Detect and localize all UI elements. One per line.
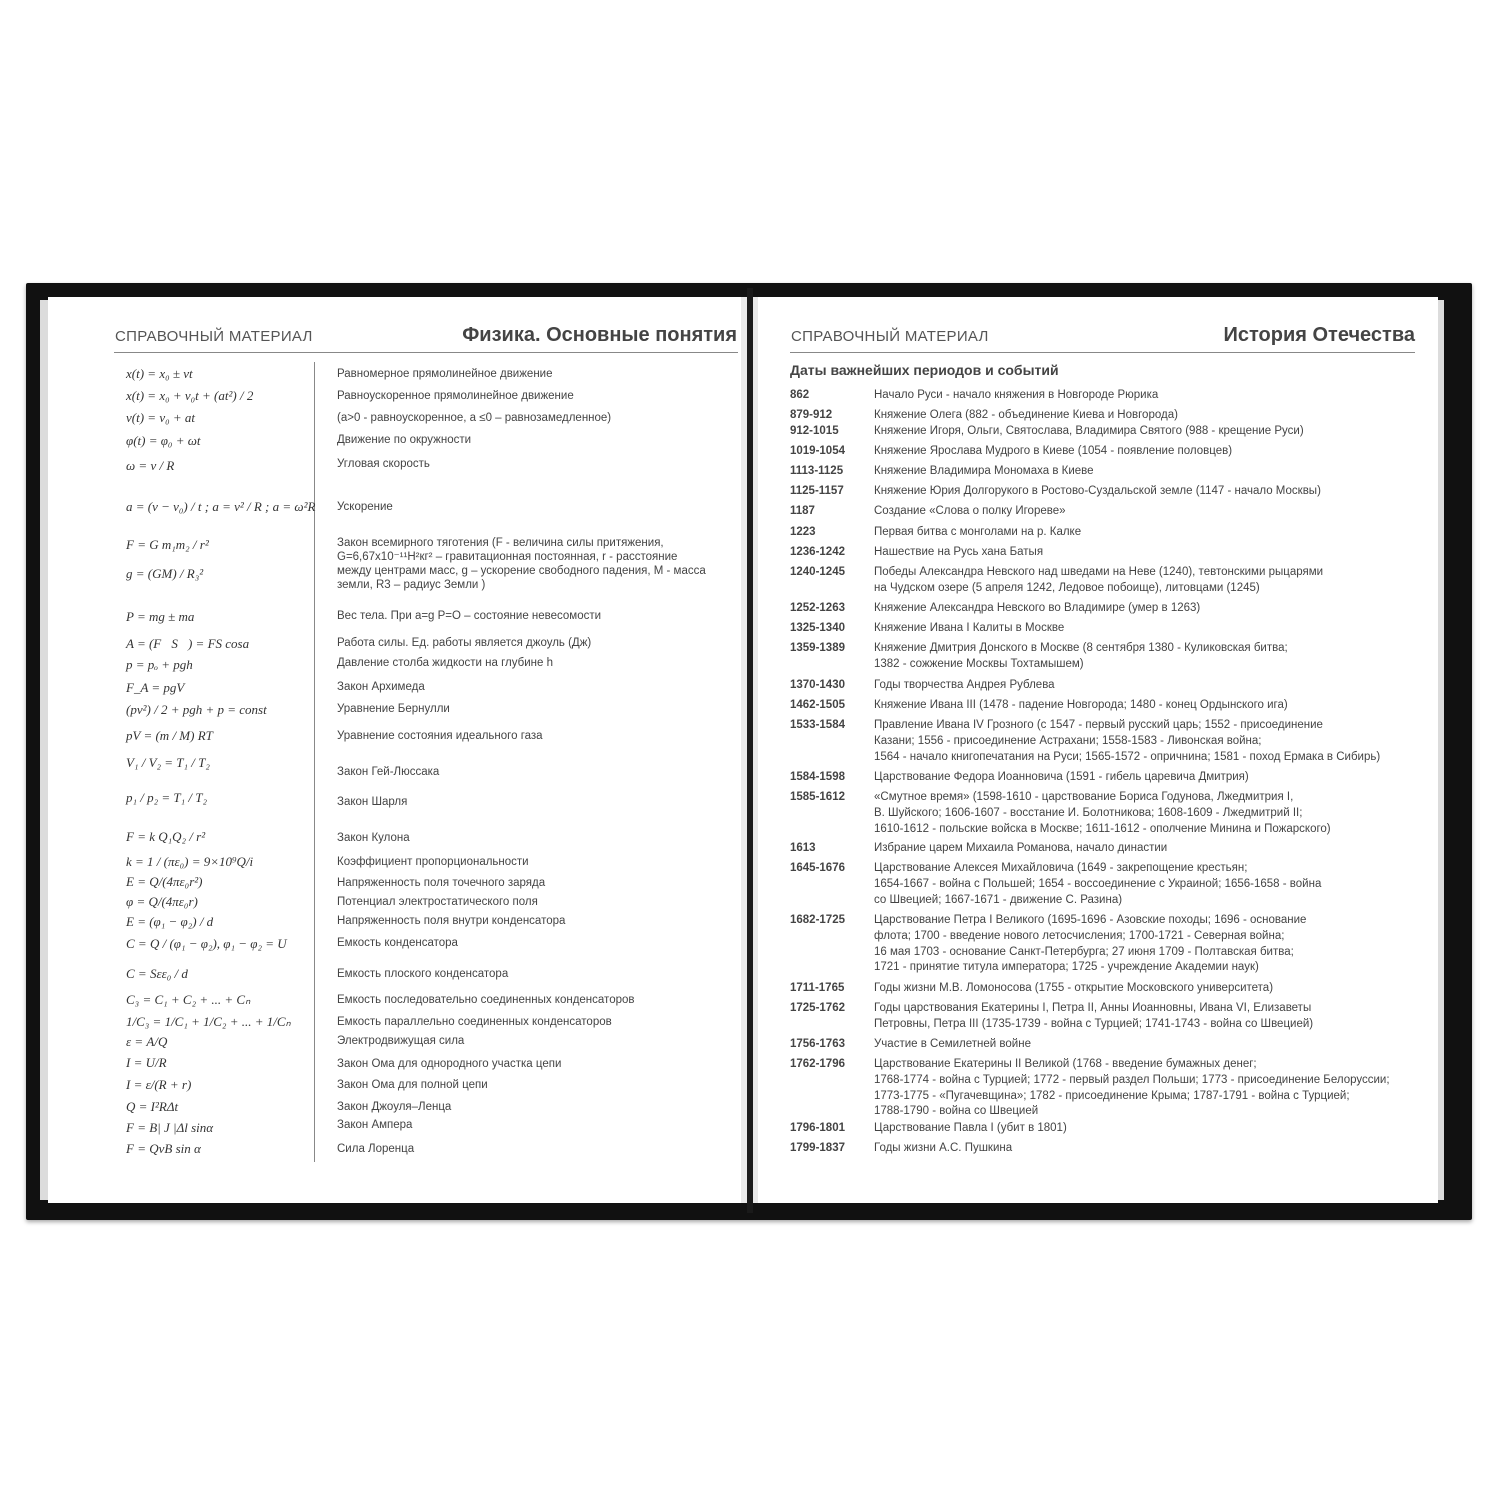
event-year: 879-912 bbox=[790, 409, 833, 421]
event-year: 1725-1762 bbox=[790, 1002, 845, 1014]
formula: φ = Q/(4πε₀r) bbox=[126, 894, 198, 909]
event-year: 1613 bbox=[790, 842, 816, 854]
formula-description: Емкость плоского конденсатора bbox=[337, 968, 509, 980]
event-year: 1584-1598 bbox=[790, 771, 845, 783]
event-text: Княжение Юрия Долгорукого в Ростово-Суздальской земле (1147 - начало Москвы) bbox=[874, 485, 1321, 497]
formula: v(t) = v₀ + at bbox=[126, 410, 195, 425]
formula-description: Работа силы. Ед. работы является джоуль (Дж) bbox=[337, 637, 592, 649]
formula: F = G m₁m₂ / r² bbox=[126, 537, 209, 552]
formula: (pv²) / 2 + pgh + p = const bbox=[126, 702, 267, 717]
formula-description: Коэффициент пропорциональности bbox=[337, 856, 529, 868]
event-text: Годы жизни А.С. Пушкина bbox=[874, 1142, 1013, 1154]
formula-description: Закон Архимеда bbox=[337, 681, 425, 693]
event-year: 1585-1612 bbox=[790, 791, 845, 803]
formula: I = ε/(R + r) bbox=[126, 1077, 192, 1092]
formula-description: Электродвижущая сила bbox=[337, 1035, 465, 1047]
formula-description: Вес тела. При a=g P=O – состояние невесомости bbox=[337, 610, 602, 622]
event-text: Избрание царем Михаила Романова, начало династии bbox=[874, 842, 1168, 854]
formula: a = (v − v₀) / t ; a = v² / R ; a = ω²R bbox=[126, 499, 316, 514]
event-year: 1252-1263 bbox=[790, 602, 845, 614]
formula-description: Угловая скорость bbox=[337, 458, 430, 470]
event-text: Царствование Федора Иоанновича (1591 - гибель царевича Дмитрия) bbox=[874, 771, 1249, 783]
formula-description: (a>0 - равноускоренное, a ≤0 – равнозамедленное) bbox=[337, 412, 612, 424]
formula-description: Емкость параллельно соединенных конденсаторов bbox=[337, 1016, 612, 1028]
formula-description: Уравнение состояния идеального газа bbox=[337, 730, 543, 742]
event-year: 1113-1125 bbox=[790, 465, 844, 477]
formula: E = (φ₁ − φ₂) / d bbox=[126, 914, 214, 929]
formula-description: Закон Ома для полной цепи bbox=[337, 1079, 488, 1091]
formula: 1/C₃ = 1/C₁ + 1/C₂ + ... + 1/Cₙ bbox=[126, 1014, 291, 1029]
formula-description: Напряженность поля точечного заряда bbox=[337, 877, 546, 889]
formula: P = mg ± ma bbox=[126, 609, 195, 624]
event-year: 1533-1584 bbox=[790, 719, 845, 731]
formula-description: Напряженность поля внутри конденсатора bbox=[337, 915, 566, 927]
event-text: Царствование Екатерины II Великой (1768 - введение бумажных денег; 1768-1774 - война с Турцией; 1772 - первый раздел Польши; 1773 - присоединение Белоруссии; 1773-1775 - «Пугачевщина»; 1782 - присоединение Крыма; 1787-1791 - война с Турцией; 1788-1790 - война со Швецией bbox=[874, 1058, 1390, 1118]
event-text: Княжение Ивана I Калиты в Москве bbox=[874, 622, 1065, 634]
event-text: Княжение Владимира Мономаха в Киеве bbox=[874, 465, 1094, 477]
event-year: 1125-1157 bbox=[790, 485, 844, 497]
event-text: Княжение Ярослава Мудрого в Киеве (1054 - появление половцев) bbox=[874, 445, 1233, 457]
history-subtitle: Даты важнейших периодов и событий bbox=[790, 362, 1059, 378]
formula-description: Давление столба жидкости на глубине h bbox=[337, 657, 553, 669]
event-text: Княжение Олега (882 - объединение Киева и Новгорода) bbox=[874, 409, 1178, 421]
formula: φ(t) = φ₀ + ωt bbox=[126, 433, 201, 448]
left-header-rule bbox=[114, 352, 738, 353]
formula-description: Емкость последовательно соединенных конденсаторов bbox=[337, 994, 635, 1006]
event-year: 1325-1340 bbox=[790, 622, 845, 634]
formula-description: Равномерное прямолинейное движение bbox=[337, 368, 553, 380]
formula: x(t) = x₀ ± vt bbox=[126, 366, 193, 381]
formula-description: Сила Лоренца bbox=[337, 1143, 415, 1155]
formula: Q = I²RΔt bbox=[126, 1099, 179, 1114]
formula: V₁ / V₂ = T₁ / T₂ bbox=[126, 755, 210, 770]
event-year: 862 bbox=[790, 389, 810, 401]
event-text: Нашествие на Русь хана Батыя bbox=[874, 546, 1044, 558]
formula-description: Закон всемирного тяготения (F - величина силы притяжения, G=6,67x10⁻¹¹Н²кг² – гравитационная постоянная, r - расстояние между центрами масс, g – ускорение свободного падения, M - масса земли, R3 – радиус Земли ) bbox=[337, 537, 706, 591]
event-text: Участие в Семилетней войне bbox=[874, 1038, 1031, 1050]
event-year: 1756-1763 bbox=[790, 1038, 845, 1050]
event-year: 1711-1765 bbox=[790, 982, 845, 994]
formula: A = (F⃗S⃗) = FS cosa bbox=[126, 636, 250, 651]
formula: F = B| J |Δl sinα bbox=[126, 1120, 214, 1135]
event-year: 1462-1505 bbox=[790, 699, 845, 711]
left-page-title: Физика. Основные понятия bbox=[462, 324, 737, 346]
event-text: Создание «Слова о полку Игореве» bbox=[874, 505, 1066, 517]
formula: ω = v / R bbox=[126, 458, 175, 473]
event-text: Царствование Алексея Михайловича (1649 - закрепощение крестьян; 1654-1667 - война с Польшей; 1654 - воссоединение с Украиной; 1656-1658 - война со Швецией; 1667-1671 - движение С. Разина) bbox=[874, 862, 1322, 906]
event-year: 1240-1245 bbox=[790, 566, 845, 578]
event-year: 1359-1389 bbox=[790, 642, 845, 654]
book-spine bbox=[747, 288, 753, 1213]
event-text: Княжение Дмитрия Донского в Москве (8 сентября 1380 - Куликовская битва; 1382 - сожжение Москвы Тохтамышем) bbox=[874, 642, 1288, 670]
event-year: 912-1015 bbox=[790, 425, 839, 437]
formula: E = Q/(4πε₀r²) bbox=[126, 874, 203, 889]
event-year: 1187 bbox=[790, 505, 815, 517]
formula: p₁ / p₂ = T₁ / T₂ bbox=[126, 790, 208, 805]
event-year: 1019-1054 bbox=[790, 445, 845, 457]
event-year: 1682-1725 bbox=[790, 914, 845, 926]
event-year: 1762-1796 bbox=[790, 1058, 845, 1070]
formula: C₃ = C₁ + C₂ + ... + Cₙ bbox=[126, 992, 251, 1007]
formula-description: Закон Гей-Люссака bbox=[337, 766, 440, 778]
event-text: Правление Ивана IV Грозного (с 1547 - первый русский царь; 1552 - присоединение Казани; 1556 - присоединение Астрахани; 1558-1583 - Ливонская война; 1564 - начало книгопечатания на Руси; 1565-1572 - опричнина; 1581 - поход Ермака в Сибирь) bbox=[874, 719, 1381, 763]
formula: C = Sεε₀ / d bbox=[126, 966, 188, 981]
left-column-divider bbox=[314, 362, 315, 1162]
formula-description: Уравнение Бернулли bbox=[337, 703, 450, 715]
formula: F_A = pgV bbox=[126, 680, 185, 695]
formula: k = 1 / (πε₀) = 9×10⁹Q/i bbox=[126, 854, 254, 869]
event-text: Годы творчества Андрея Рублева bbox=[874, 679, 1055, 691]
event-year: 1796-1801 bbox=[790, 1122, 845, 1134]
event-year: 1645-1676 bbox=[790, 862, 845, 874]
formula-description: Закон Ампера bbox=[337, 1119, 413, 1131]
formula-description: Закон Кулона bbox=[337, 832, 410, 844]
event-text: Княжение Игоря, Ольги, Святослава, Владимира Святого (988 - крещение Руси) bbox=[874, 425, 1304, 437]
event-text: Княжение Ивана III (1478 - падение Новгорода; 1480 - конец Ордынского ига) bbox=[874, 699, 1288, 711]
formula-description: Закон Джоуля–Ленца bbox=[337, 1101, 452, 1113]
event-text: Годы жизни М.В. Ломоносова (1755 - открытие Московского университета) bbox=[874, 982, 1274, 994]
event-year: 1799-1837 bbox=[790, 1142, 845, 1154]
formula-description: Закон Шарля bbox=[337, 796, 408, 808]
formula: C = Q / (φ₁ − φ₂), φ₁ − φ₂ = U bbox=[126, 936, 287, 951]
event-text: Победы Александра Невского над шведами на Неве (1240), тевтонскими рыцарями на Чудском озере (5 апреля 1242, Ледовое побоище), литовцами (1245) bbox=[874, 566, 1324, 594]
formula: F = QvB sin α bbox=[126, 1141, 201, 1156]
formula-description: Ускорение bbox=[337, 501, 393, 513]
event-year: 1370-1430 bbox=[790, 679, 845, 691]
event-year: 1223 bbox=[790, 526, 816, 538]
formula: pV = (m / M) RT bbox=[126, 728, 213, 743]
event-text: «Смутное время» (1598-1610 - царствование Бориса Годунова, Лжедмитрия I, В. Шуйского; 1606-1607 - восстание И. Болотникова; 1608-1609 - Лжедмитрий II; 1610-1612 - польские войска в Москве; 1611-1612 - ополчение Минина и Пожарского) bbox=[874, 791, 1331, 835]
formula-description: Равноускоренное прямолинейное движение bbox=[337, 390, 574, 402]
right-header-rule bbox=[790, 352, 1415, 353]
formula-description: Движение по окружности bbox=[337, 434, 472, 446]
formula: ε = A/Q bbox=[126, 1034, 168, 1049]
formula: x(t) = x₀ + v₀t + (at²) / 2 bbox=[126, 388, 254, 403]
formula: I = U/R bbox=[126, 1055, 167, 1070]
event-text: Годы царствования Екатерины I, Петра II, Анны Иоанновны, Ивана VI, Елизаветы Петровны, Петра III (1735-1739 - война с Турцией; 1741-1743 - война со Швецией) bbox=[874, 1002, 1314, 1030]
event-year: 1236-1242 bbox=[790, 546, 845, 558]
right-header-label: СПРАВОЧНЫЙ МАТЕРИАЛ bbox=[791, 328, 989, 345]
event-text: Начало Руси - начало княжения в Новгороде Рюрика bbox=[874, 389, 1159, 401]
formula-description: Емкость конденсатора bbox=[337, 937, 458, 949]
event-text: Царствование Павла I (убит в 1801) bbox=[874, 1122, 1067, 1134]
right-page-title: История Отечества bbox=[1223, 324, 1415, 346]
formula: g = (GM) / R₃² bbox=[126, 566, 204, 581]
left-header-label: СПРАВОЧНЫЙ МАТЕРИАЛ bbox=[115, 328, 313, 345]
event-text: Княжение Александра Невского во Владимире (умер в 1263) bbox=[874, 602, 1201, 614]
event-text: Царствование Петра I Великого (1695-1696 - Азовские походы; 1696 - основание флота; 1700 - введение нового летосчисления; 1700-1721 - Северная война; 16 мая 1703 - основание Санкт-Петербурга; 27 июня 1709 - Полтавская битва; 1721 - принятие титула императора; 1725 - учреждение Академии наук) bbox=[874, 914, 1307, 974]
event-text: Первая битва с монголами на р. Калке bbox=[874, 526, 1082, 538]
formula: F = k Q₁Q₂ / r² bbox=[126, 829, 206, 844]
formula: p = pₒ + pgh bbox=[126, 657, 193, 672]
formula-description: Закон Ома для однородного участка цепи bbox=[337, 1058, 562, 1070]
formula-description: Потенциал электростатического поля bbox=[337, 896, 538, 908]
